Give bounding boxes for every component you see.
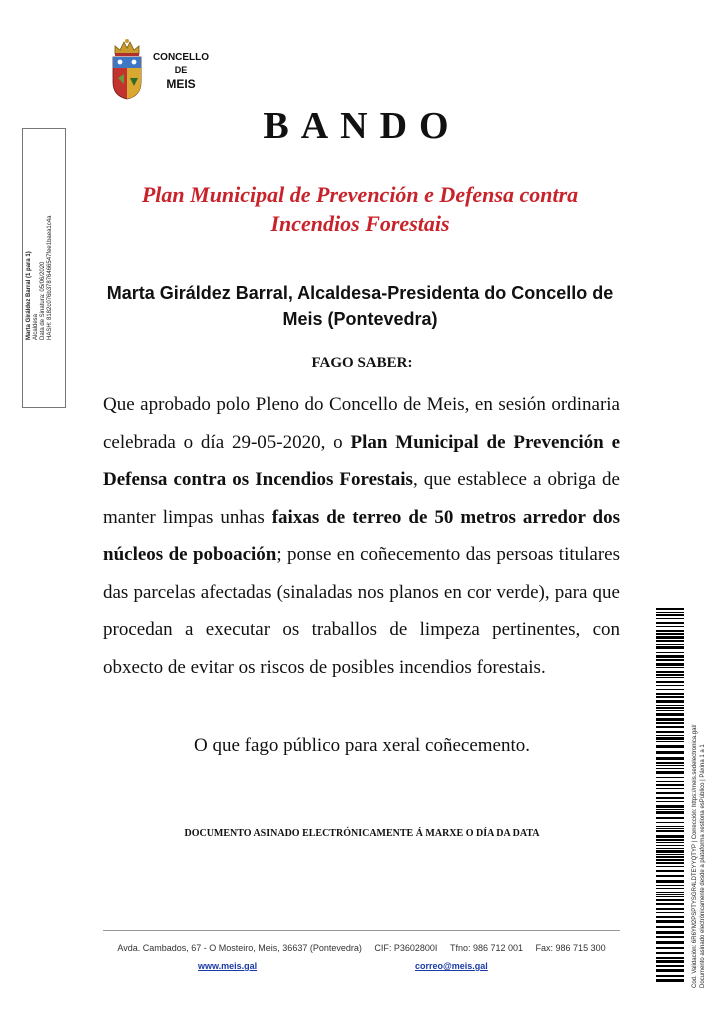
barcode-bar [656, 870, 684, 872]
barcode-bar [656, 751, 684, 754]
mayor-heading: Marta Giráldez Barral, Alcaldesa-Presidenta do Concello de Meis (Pontevedra) [106, 283, 614, 329]
barcode-bar [656, 696, 684, 698]
body-paragraph [103, 386, 620, 686]
barcode-bar [656, 726, 684, 728]
barcode-bar [656, 888, 684, 889]
barcode-bar [656, 784, 684, 786]
barcode-bar [656, 765, 684, 766]
barcode-bar [656, 677, 684, 678]
barcode-bar [656, 710, 684, 711]
validation-barcode [656, 608, 684, 984]
barcode-bar [656, 854, 684, 855]
barcode-bar [656, 903, 684, 905]
barcode-bar [656, 965, 684, 967]
barcode-bar [656, 817, 684, 819]
barcode-bar [656, 797, 684, 799]
barcode-bar [656, 926, 684, 928]
barcode-bar [656, 608, 684, 610]
barcode-bar [656, 850, 684, 853]
footer-cif: CIF: P3602800I [374, 943, 438, 953]
barcode-bar [656, 630, 684, 632]
signature-hash: HASH: 8182c076b37876466547fee1baea1c4a [47, 215, 53, 340]
barcode-bar [656, 936, 684, 938]
concello-logo [110, 38, 220, 100]
validation-code: Cod. Validación: 6R6YM2PSPTYSGR4LDTEYYQTYP | Corrección: https://meis.sedelectronica.gal/ [692, 724, 698, 988]
barcode-bar [656, 801, 684, 802]
validation-text [691, 648, 707, 988]
barcode-bar [656, 866, 684, 867]
barcode-bar [656, 845, 684, 846]
barcode-bar [656, 644, 684, 645]
document-title: BANDO [263, 105, 461, 147]
barcode-bar [656, 612, 684, 613]
closing-line: O que fago público para xeral coñecemento. [193, 735, 531, 756]
footer-divider [103, 930, 620, 931]
barcode-bar [656, 757, 684, 760]
barcode-bar [656, 856, 684, 858]
barcode-bar [656, 969, 684, 972]
logo-line-meis: MEIS [166, 77, 196, 91]
barcode-bar [656, 916, 684, 918]
barcode-bar [656, 899, 684, 901]
body-text-3: ; ponse en coñecemento das persoas titulares das parcelas afectadas (sinaladas nos planos en cor verde), para que procedan a executar os traballos de limpeza pertinentes, con obxecto de evitar os riscos de posibles incendios forestais. [103, 544, 620, 678]
barcode-bar [656, 667, 684, 668]
signed-note: DOCUMENTO ASINADO ELECTRÓNICAMENTE Á MARXE O DÍA DA DATA [184, 828, 540, 839]
barcode-bar [656, 618, 684, 619]
body-text-1: Que aprobado polo Pleno do Concello de Meis, en sesión ordinaria celebrada o día 29-05-2020, o [103, 394, 620, 453]
barcode-bar [656, 640, 684, 642]
barcode-bar [656, 862, 684, 864]
barcode-bar [656, 636, 684, 639]
footer-phone: Tfno: 986 712 001 [449, 943, 524, 953]
barcode-bar [656, 792, 684, 794]
barcode-bar [656, 809, 684, 810]
barcode-bar [656, 741, 684, 742]
barcode-bar [656, 722, 684, 724]
barcode-bar [656, 896, 684, 897]
barcode-bar [656, 626, 684, 627]
document-subtitle: Plan Municipal de Prevención e Defensa contra Incendios Forestais [141, 182, 579, 236]
barcode-bar [656, 652, 684, 653]
barcode-bar [656, 731, 684, 733]
barcode-bar [656, 777, 684, 778]
barcode-bar [656, 952, 684, 954]
barcode-bar [656, 892, 684, 893]
barcode-bar [656, 885, 684, 886]
barcode-bar [656, 689, 684, 690]
barcode-bar [656, 979, 684, 982]
barcode-bar [656, 848, 684, 849]
barcode-bar [656, 912, 684, 913]
barcode-bar [656, 839, 684, 841]
barcode-bar [656, 700, 684, 703]
footer-address: Avda. Cambados, 67 - O Mosteiro, Meis, 36637 (Pontevedra) [117, 943, 362, 953]
barcode-bar [656, 835, 684, 838]
signer-role: Alcaldesa [33, 313, 39, 340]
email-link[interactable]: correo@meis.gal [415, 961, 488, 971]
barcode-bar [656, 842, 684, 843]
barcode-bar [656, 718, 684, 721]
barcode-bar [656, 931, 684, 934]
barcode-bar [656, 805, 684, 808]
footer-fax: Fax: 986 715 300 [535, 943, 606, 953]
barcode-bar [656, 880, 684, 883]
website-link[interactable]: www.meis.gal [198, 961, 258, 971]
barcode-bar [656, 822, 684, 823]
barcode-bar [656, 655, 684, 658]
barcode-bar [656, 768, 684, 769]
validation-platform: Documento asinado electrónicamente desde a plataforma xestiona esPúblico | Páxina 1 a 1 [700, 744, 706, 988]
barcode-bar [656, 771, 684, 774]
barcode-bar [656, 663, 684, 666]
barcode-bar [656, 941, 684, 944]
footer-contact [103, 943, 620, 953]
logo-text [148, 52, 214, 90]
barcode-bar [656, 811, 684, 814]
barcode-bar [656, 737, 684, 740]
barcode-bar [656, 975, 684, 977]
barcode-bar [656, 788, 684, 789]
logo-line-concello: CONCELLO [152, 52, 210, 63]
barcode-bar [656, 828, 684, 829]
body-text-2: , que establece a obriga de manter limpas unhas [103, 469, 620, 528]
barcode-bar [656, 685, 684, 686]
barcode-bar [656, 745, 684, 748]
barcode-bar [656, 614, 684, 616]
barcode-bar [656, 947, 684, 949]
signer-name: Marta Giráldez Barral (1 para 1) [26, 251, 32, 340]
barcode-bar [656, 894, 684, 895]
barcode-bar [656, 908, 684, 910]
logo-line-de: DE [174, 65, 188, 75]
signature-date: Data de Sinatura: 05/06/2020 [40, 261, 46, 340]
barcode-bar [656, 707, 684, 709]
barcode-bar [656, 671, 684, 673]
barcode-bar [656, 674, 684, 676]
barcode-bar [656, 693, 684, 695]
barcode-bar [656, 875, 684, 877]
fago-saber-heading: FAGO SABER: [311, 355, 413, 371]
barcode-bar [656, 622, 684, 624]
body-bold-faixas: faixas de terreo de 50 metros arredor dos núcleos de poboación [103, 506, 620, 565]
barcode-bar [656, 826, 684, 827]
barcode-bar [656, 762, 684, 764]
body-bold-plan: Plan Municipal de Prevención e Defensa contra os Incendios Forestais [103, 431, 621, 490]
barcode-bar [656, 681, 684, 683]
barcode-bar [656, 705, 684, 706]
barcode-bar [656, 735, 684, 736]
barcode-bar [656, 633, 684, 635]
barcode-bar [656, 659, 684, 661]
barcode-bar [656, 830, 684, 832]
barcode-bar [656, 781, 684, 782]
barcode-bar [656, 920, 684, 923]
barcode-bar [656, 960, 684, 963]
barcode-bar [656, 646, 684, 649]
barcode-bar [656, 859, 684, 861]
barcode-bar [656, 957, 684, 959]
coat-of-arms-icon [110, 38, 144, 100]
barcode-bar [656, 713, 684, 716]
